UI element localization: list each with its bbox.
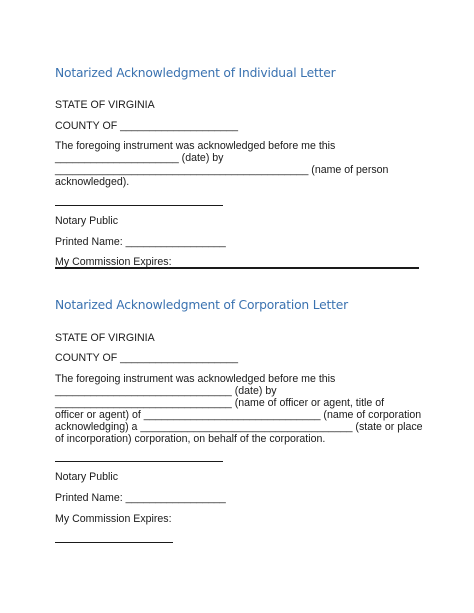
section-divider-rule — [55, 267, 419, 269]
section2-commission-line — [55, 542, 173, 543]
section1-body-line-4: acknowledged). — [55, 176, 130, 188]
section1-printed-name: Printed Name: _________________ — [55, 236, 226, 248]
section2-printed-name: Printed Name: _________________ — [55, 492, 226, 504]
section1-body-line-1: The foregoing instrument was acknowledged before me this — [55, 140, 336, 152]
section2-notary-public: Notary Public — [55, 471, 118, 483]
section2-county: COUNTY OF ____________________ — [55, 352, 238, 364]
section2-state: STATE OF VIRGINIA — [55, 332, 155, 344]
section2-commission-expires: My Commission Expires: — [55, 513, 172, 525]
section2-body-line-1: The foregoing instrument was acknowledged before me this — [55, 373, 336, 385]
section1-signature-line — [55, 205, 223, 206]
section1-body-line-3: ___________________________________________ (name of person — [55, 164, 389, 176]
section1-notary-public: Notary Public — [55, 215, 118, 227]
section2-body-line-3: ______________________________ (name of officer or agent, title of — [55, 397, 385, 409]
section2-heading: Notarized Acknowledgment of Corporation Letter — [55, 298, 348, 312]
section2-signature-line — [55, 461, 223, 462]
section2-body-line-5: acknowledging) a ____________________________________ (state or place — [55, 421, 423, 433]
section2-body-line-2: ______________________________ (date) by — [55, 385, 277, 397]
section1-county: COUNTY OF ____________________ — [55, 120, 238, 132]
section1-state: STATE OF VIRGINIA — [55, 99, 155, 111]
section1-heading: Notarized Acknowledgment of Individual Letter — [55, 66, 336, 80]
section2-body-line-6: of incorporation) corporation, on behalf of the corporation. — [55, 433, 326, 445]
section2-body-line-4: officer or agent) of ______________________________ (name of corporation — [55, 409, 422, 421]
section1-commission-expires: My Commission Expires: — [55, 256, 172, 268]
section1-body-line-2: _____________________ (date) by — [55, 152, 224, 164]
